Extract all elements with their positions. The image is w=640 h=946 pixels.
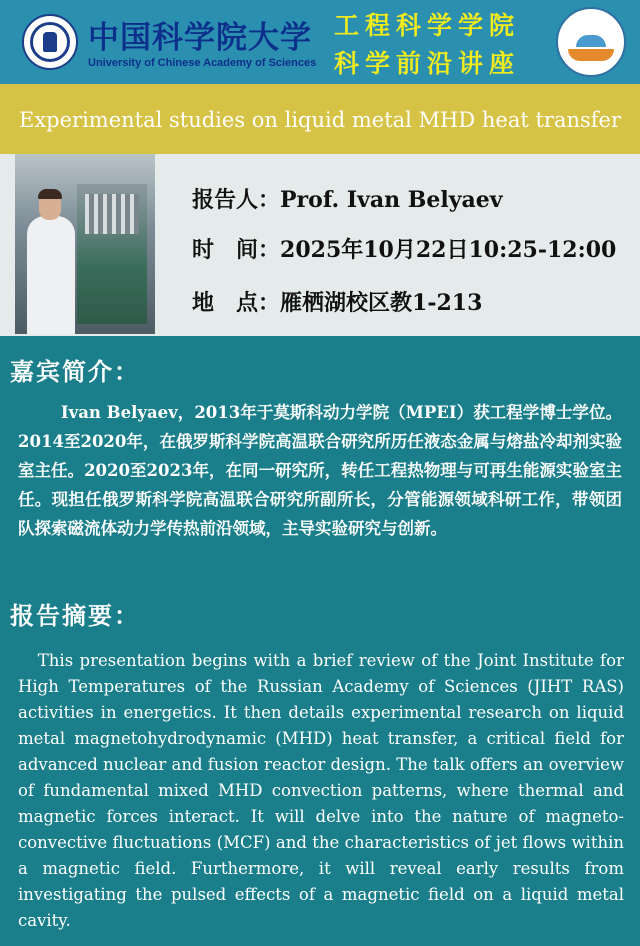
time-value: 2025年10月22日10:25-12:00: [280, 237, 617, 263]
lecture-topic: Experimental studies on liquid metal MHD heat transfer: [18, 108, 622, 132]
speaker-figure: [27, 216, 75, 334]
place-row: [192, 286, 640, 317]
speaker-head: [39, 192, 61, 220]
abstract-heading: 报告摘要：: [10, 601, 140, 630]
time-label: 时 间：: [192, 237, 281, 263]
place-value: 雁栖湖校区教1-213: [280, 290, 483, 316]
time-row: [192, 233, 640, 264]
speaker-row: [192, 183, 640, 214]
speaker-label: 报告人：: [192, 187, 281, 213]
speaker-photo: [15, 154, 155, 334]
guest-bio: Ivan Belyaev，2013年于莫斯科动力学院（MPEI）获工程学博士学位。2014至2020年，在俄罗斯科学院高温联合研究所历任液态金属与熔盐冷却剂实验室主任。2020至2023年，在同一研究所，转任工程热物理与可再生能源实验室主任。现担任俄罗斯科学院高温联合研究所副所长，分管能源领域科研工作，带领团队探索磁流体动力学传热前沿领域，主导实验研究与创新。: [18, 403, 622, 538]
school-title-line2: 科学前沿讲座: [334, 49, 521, 78]
school-logo-icon: [556, 7, 626, 77]
lab-equipment-graphic: [77, 184, 147, 324]
abstract-text: This presentation begins with a brief review of the Joint Institute for High Temperatures of the Russian Academy of Sciences (JIHT RAS) activities in energetics. It then details experimental research on liquid metal magnetohydrodynamic (MHD) heat transfer, a critical field for advanced nuclear and fusion reactor design. The talk offers an overview of fundamental mixed MHD convection patterns, where thermal and magnetic forces interact. It will delve into the nature of magneto-convective fluctuations (MCF) and the characteristics of jet flows within a magnetic field. Furthermore, it will reveal early results from investigating the pulsed effects of a magnetic field on a liquid metal cavity.: [18, 651, 624, 930]
speaker-value: Prof. Ivan Belyaev: [280, 187, 503, 213]
place-label: 地 点：: [192, 290, 281, 316]
university-name-cn: 中国科学院大学: [88, 20, 312, 56]
ucas-logo-icon: [22, 14, 78, 70]
guest-heading: 嘉宾简介：: [10, 357, 140, 386]
university-name-en: University of Chinese Academy of Sciences: [88, 57, 317, 69]
school-title-line1: 工程科学学院: [334, 11, 521, 40]
